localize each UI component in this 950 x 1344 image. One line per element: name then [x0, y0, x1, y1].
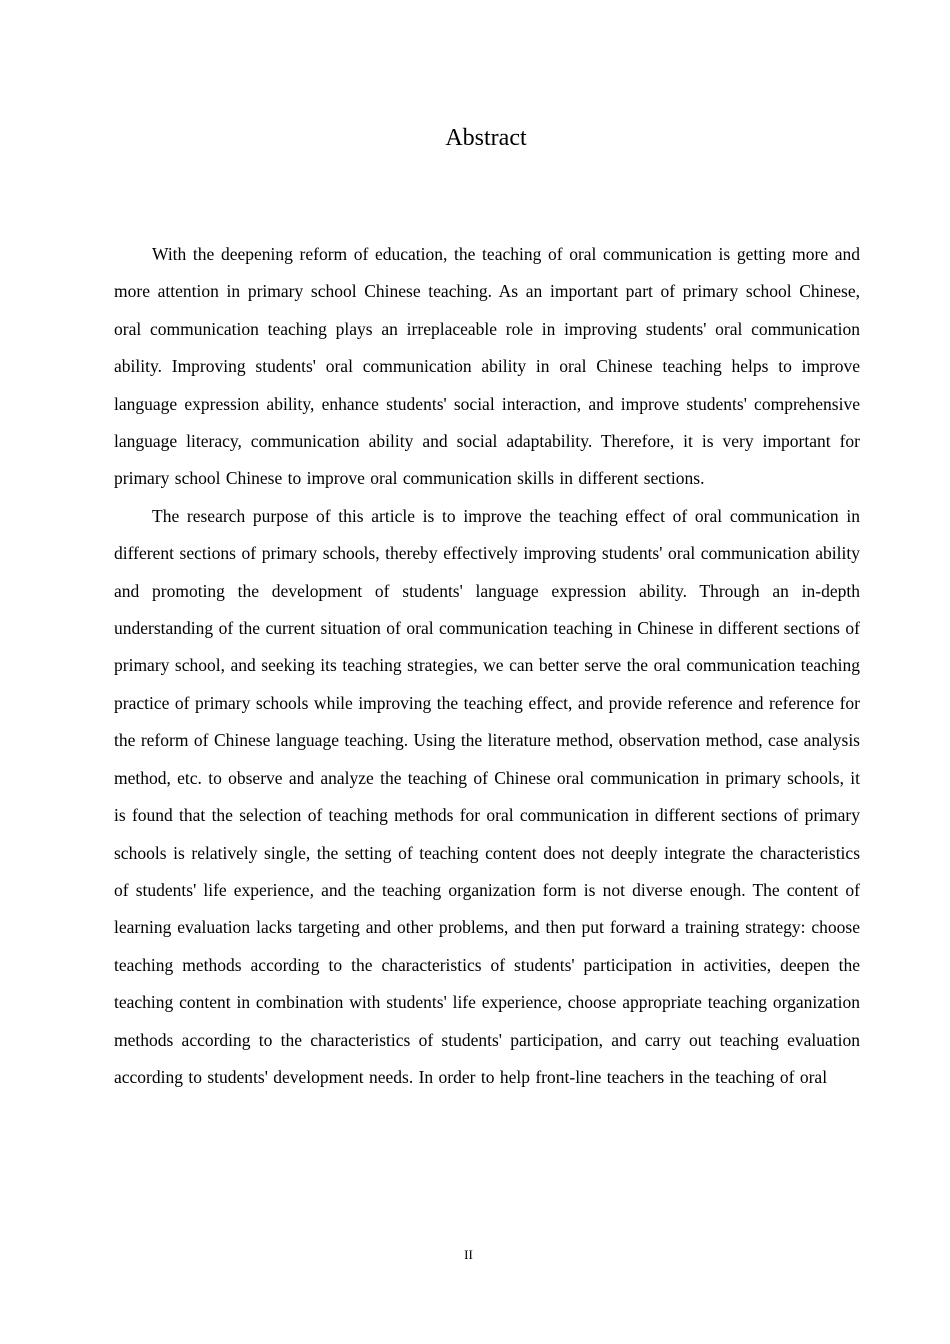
- page-number: II: [464, 1247, 473, 1262]
- abstract-paragraph-1: With the deepening reform of education, the teaching of oral communication is getting more and more attention in primary school Chinese teaching. As an important part of primary school Chinese, oral communication teaching plays an irreplaceable role in improving students' oral communication ability. Improving students' oral communication ability in oral Chinese teaching helps to improve language expression ability, enhance students' social interaction, and improve students' comprehensive language literacy, communication ability and social adaptability. Therefore, it is very important for primary school Chinese to improve oral communication skills in different sections.: [114, 244, 860, 489]
- abstract-body: [114, 236, 860, 1096]
- page-title: Abstract: [445, 125, 527, 151]
- abstract-paragraph-2: The research purpose of this article is to improve the teaching effect of oral communication in different sections of primary schools, thereby effectively improving students' oral communication ability and promoting the development of students' language expression ability. Through an in-depth understanding of the current situation of oral communication teaching in Chinese in different sections of primary school, and seeking its teaching strategies, we can better serve the oral communication teaching practice of primary schools while improving the teaching effect, and provide reference and reference for the reform of Chinese language teaching. Using the literature method, observation method, case analysis method, etc. to observe and analyze the teaching of Chinese oral communication in primary schools, it is found that the selection of teaching methods for oral communication in different sections of primary schools is relatively single, the setting of teaching content does not deeply integrate the characteristics of students' life experience, and the teaching organization form is not diverse enough. The content of learning evaluation lacks targeting and other problems, and then put forward a training strategy: choose teaching methods according to the characteristics of students' participation in activities, deepen the teaching content in combination with students' life experience, choose appropriate teaching organization methods according to the characteristics of students' participation, and carry out teaching evaluation according to students' development needs. In order to help front-line teachers in the teaching of oral: [114, 505, 860, 1087]
